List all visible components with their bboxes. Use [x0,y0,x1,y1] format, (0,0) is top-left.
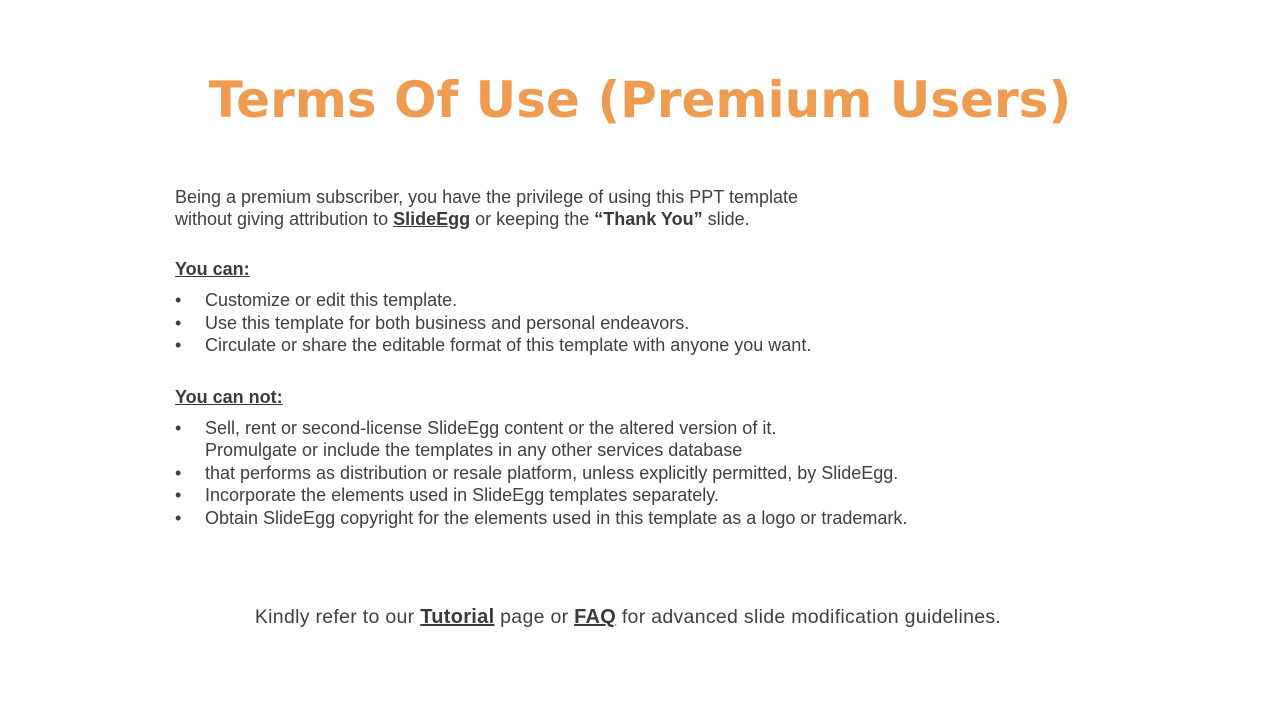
bullet-icon: • [175,312,182,333]
you-can-heading: You can: [175,259,250,279]
bullet-icon: • [175,417,182,438]
intro-middle-text: or keeping the [470,209,595,229]
list-item [175,484,1075,507]
list-item [175,312,1075,335]
intro-paragraph [175,186,1075,230]
terms-content [175,186,1075,529]
list-item-text: Sell, rent or second-license SlideEgg content or the altered version of it. [205,417,777,438]
list-item-text: that performs as distribution or resale platform, unless explicitly permitted, by SlideEgg. [205,462,899,483]
faq-link[interactable]: FAQ [574,606,617,628]
bullet-icon: • [175,462,182,483]
footer-note [0,603,1256,631]
you-can-list [175,289,1075,357]
slideegg-link[interactable]: SlideEgg [393,209,471,229]
list-item-text: Customize or edit this template. [205,290,458,310]
footer-prefix-text: Kindly refer to our [254,606,421,628]
list-item-text: Incorporate the elements used in SlideEgg templates separately. [205,485,719,505]
intro-suffix-text: slide. [702,209,750,229]
footer-suffix-text: for advanced slide modification guidelines. [616,606,1002,628]
thank-you-text: “Thank You” [594,209,703,229]
list-item [175,507,1075,530]
list-item [175,417,1075,440]
you-can-not-list [175,417,1075,530]
list-item [175,289,1075,312]
you-can-not-heading: You can not: [175,386,283,407]
bullet-icon: • [175,335,182,355]
intro-line-2 [175,208,1075,230]
list-item [175,462,1075,485]
bullet-icon: • [175,485,182,505]
footer-middle-text: page or [494,606,575,628]
intro-line-1: Being a premium subscriber, you have the privilege of using this PPT template [175,187,798,207]
tutorial-link[interactable]: Tutorial [420,606,495,628]
list-item-text: Obtain SlideEgg copyright for the elements used in this template as a logo or trademark. [205,507,908,528]
bullet-icon: • [175,290,182,310]
list-item-text: Circulate or share the editable format of this template with anyone you want. [205,335,812,355]
list-item-continuation [175,439,1075,462]
list-item [175,334,1075,357]
bullet-icon: • [175,507,182,528]
list-item-text: Use this template for both business and personal endeavors. [205,312,690,333]
page-title: Terms Of Use (Premium Users) [208,71,1072,129]
intro-prefix-text: without giving attribution to [175,209,394,229]
list-item-text: Promulgate or include the templates in any other services database [205,440,743,460]
